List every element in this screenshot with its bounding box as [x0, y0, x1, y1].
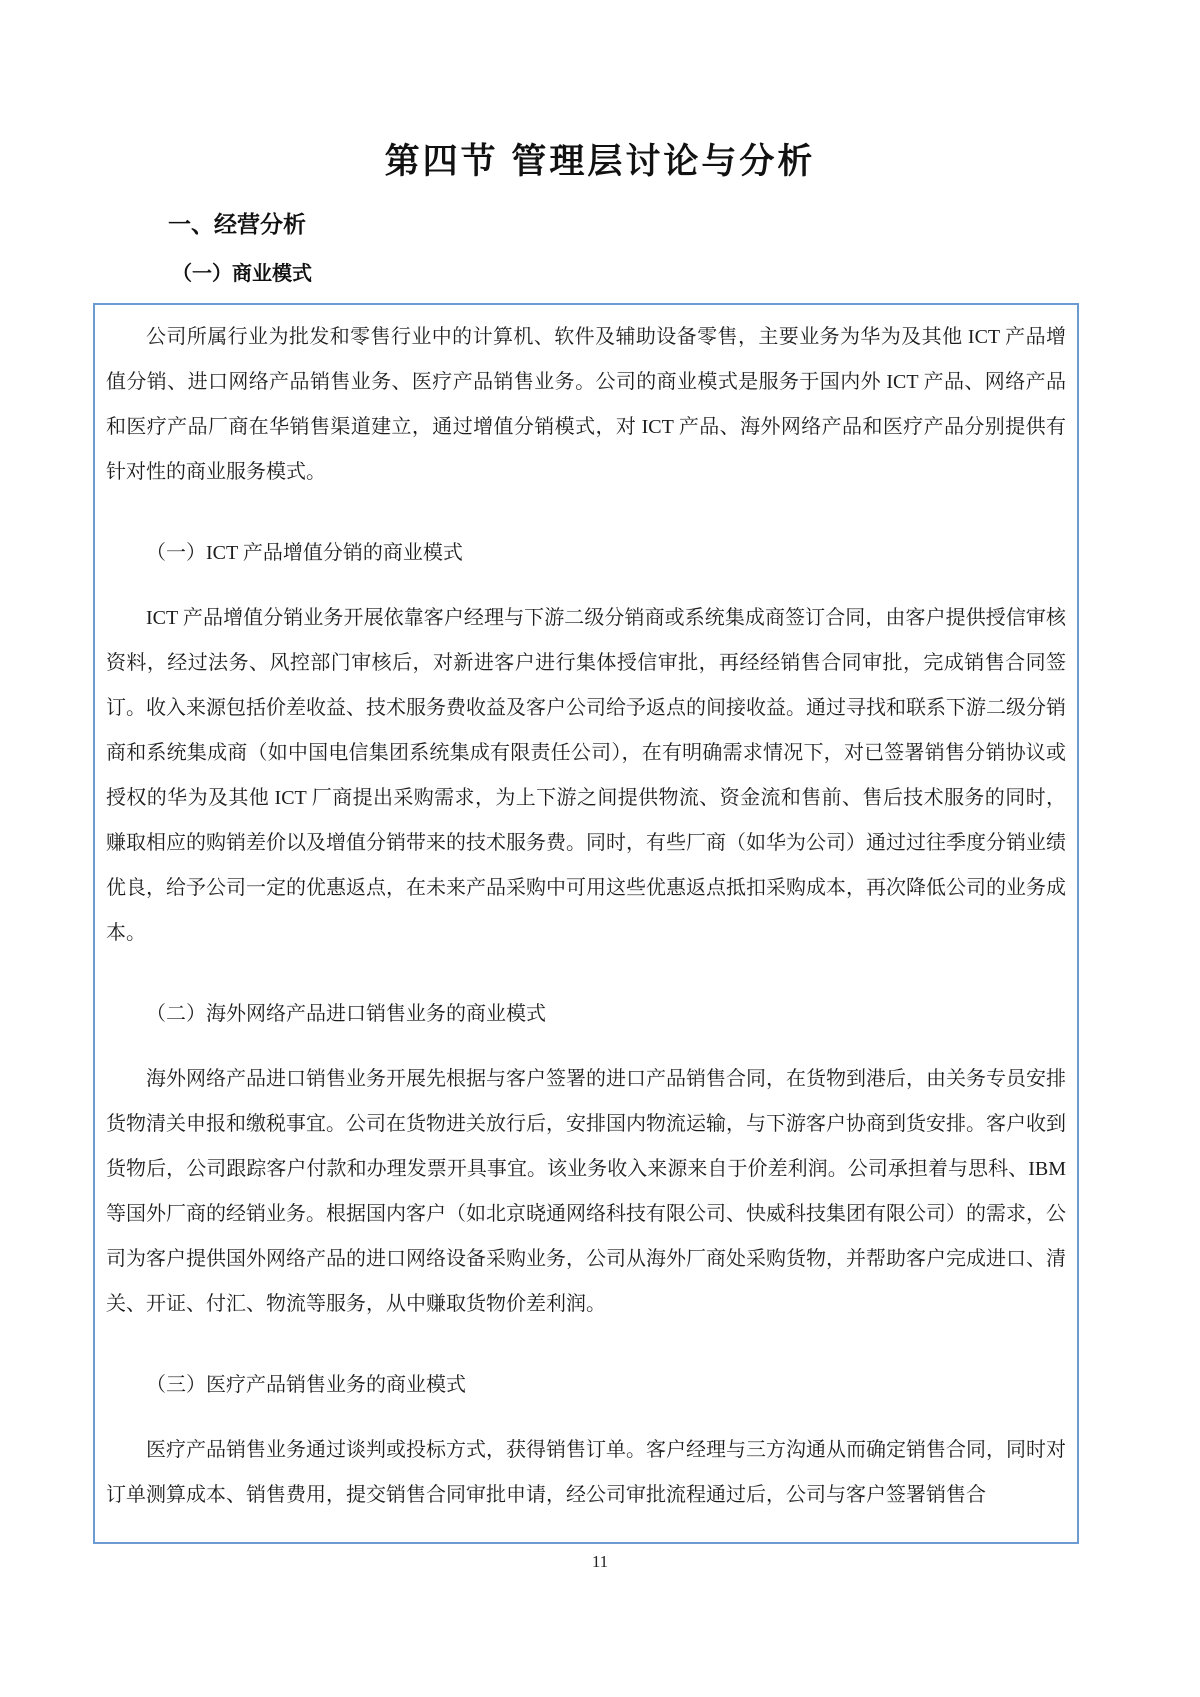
page-title: 第四节 管理层讨论与分析	[384, 142, 816, 181]
paragraph-overseas-network-import: 海外网络产品进口销售业务开展先根据与客户签署的进口产品销售合同，在货物到港后，由关务专员安排货物清关申报和缴税事宜。公司在货物进关放行后，安排国内物流运输，与下游客户协商到货安排。客户收到货物后，公司跟踪客户付款和办理发票开具事宜。该业务收入来源来自于价差利润。公司承担着与思科、IBM 等国外厂商的经销业务。根据国内客户（如北京晓通网络科技有限公司、快威科技集团有限公司）的需求，公司为客户提供国外网络产品的进口网络设备采购业务，公司从海外厂商处采购货物，并帮助客户完成进口、清关、开证、付汇、物流等服务，从中赚取货物价差利润。	[106, 1068, 1066, 1315]
content-box	[93, 303, 1079, 1544]
subheading-medical-products: （三）医疗产品销售业务的商业模式	[146, 1374, 466, 1396]
paragraph-business-overview: 公司所属行业为批发和零售行业中的计算机、软件及辅助设备零售，主要业务为华为及其他 ICT 产品增值分销、进口网络产品销售业务、医疗产品销售业务。公司的商业模式是服务于国内外 ICT 产品、网络产品和医疗产品厂商在华销售渠道建立，通过增值分销模式，对 ICT 产品、海外网络产品和医疗产品分别提供有针对性的商业服务模式。	[106, 326, 1066, 483]
subsection-heading: （一）商业模式	[172, 263, 312, 285]
subheading-ict-distribution: （一）ICT 产品增值分销的商业模式	[146, 542, 463, 564]
paragraph-medical-products: 医疗产品销售业务通过谈判或投标方式，获得销售订单。客户经理与三方沟通从而确定销售合同，同时对订单测算成本、销售费用，提交销售合同审批申请，经公司审批流程通过后，公司与客户签署销售合	[106, 1439, 1066, 1506]
paragraph-ict-distribution: ICT 产品增值分销业务开展依靠客户经理与下游二级分销商或系统集成商签订合同，由客户提供授信审核资料，经过法务、风控部门审核后，对新进客户进行集体授信审批，再经经销售合同审批，完成销售合同签订。收入来源包括价差收益、技术服务费收益及客户公司给予返点的间接收益。通过寻找和联系下游二级分销商和系统集成商（如中国电信集团系统集成有限责任公司），在有明确需求情况下，对已签署销售分销协议或授权的华为及其他 ICT 厂商提出采购需求，为上下游之间提供物流、资金流和售前、售后技术服务的同时，赚取相应的购销差价以及增值分销带来的技术服务费。同时，有些厂商（如华为公司）通过过往季度分销业绩优良，给予公司一定的优惠返点，在未来产品采购中可用这些优惠返点抵扣采购成本，再次降低公司的业务成本。	[106, 607, 1066, 944]
section-heading: 一、经营分析	[168, 211, 306, 237]
subheading-overseas-network-import: （二）海外网络产品进口销售业务的商业模式	[146, 1003, 546, 1025]
page-number: 11	[591, 1552, 609, 1571]
